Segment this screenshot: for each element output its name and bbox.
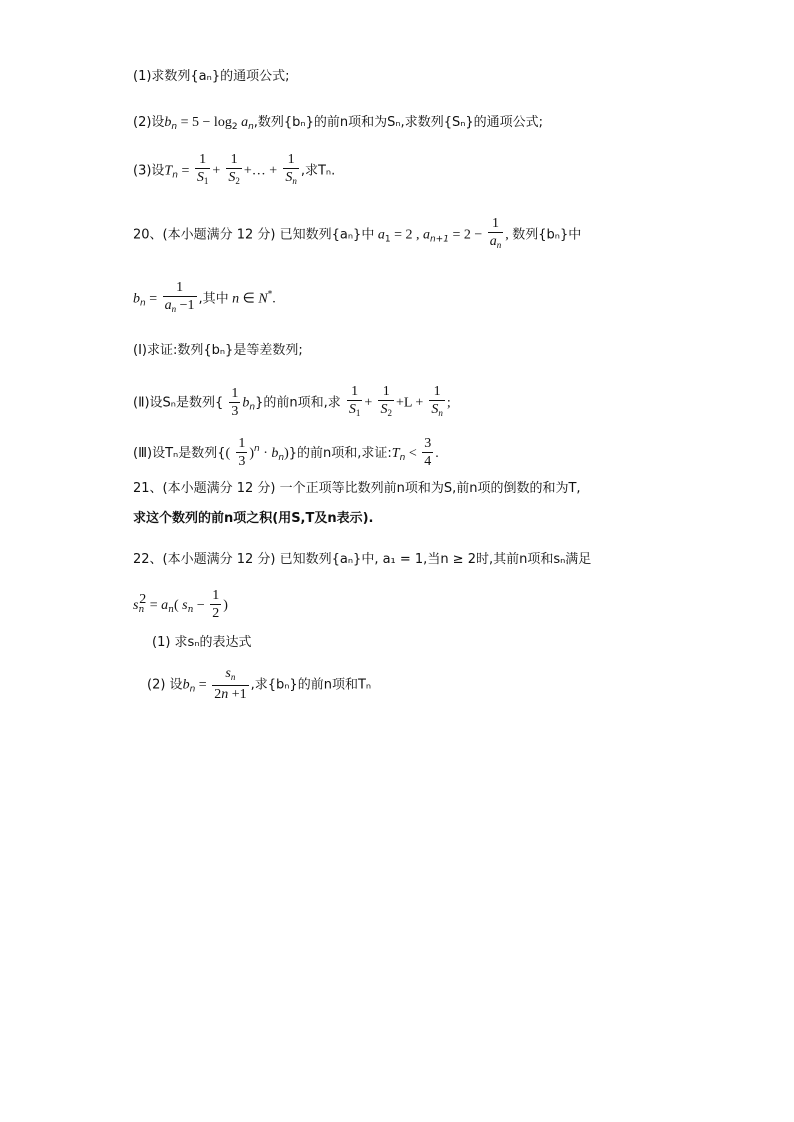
- p20-header-text: 20、(本小题满分 12 分) 已知数列{aₙ}中: [133, 227, 375, 243]
- problem-22-header: [133, 553, 591, 566]
- fraction-1-over-2: $\frac{1}{2}$: [212, 588, 220, 621]
- fraction-1-over-sn-b: $\frac{1}{S_n}$: [431, 384, 443, 418]
- fraction-1-over-s1: $\frac{1}{S_1}$: [196, 152, 209, 186]
- problem-21-line-1: [133, 482, 581, 495]
- problem-22-part-1: [152, 636, 252, 649]
- p20-part1-text: (Ⅰ)求证:数列{bₙ}是等差数列;: [133, 343, 303, 358]
- problem-20-part-3: (Ⅲ)设Tₙ是数列{( $\frac{1}{3}$ )$^n \cdot b_n$)}的前n项和,求证$:T_n$ < $\frac{3}{4}$ .: [133, 436, 439, 469]
- problem-20-part-1: [133, 344, 303, 357]
- fraction-1-over-3-b: $\frac{1}{3}$: [238, 436, 246, 469]
- p22-header-text: 22、(本小题满分 12 分) 已知数列{aₙ}中, a₁ = 1,当n ≥ 2时,其前n项和sₙ满足: [133, 552, 592, 567]
- p21-line2-text: 求这个数列的前n项之积(用S,T及n表示).: [133, 511, 374, 526]
- p21-line1-text: 21、(本小题满分 12 分) 一个正项等比数列前n项和为S,前n项的倒数的和为T,: [133, 481, 581, 496]
- fraction-1-over-an: $\frac{1}{a_n}$: [489, 216, 502, 250]
- fraction-1-over-s2: $\frac{1}{S_2}$: [228, 152, 240, 186]
- p22-part2-suffix: ,求{bₙ}的前n项和Tₙ: [250, 677, 372, 693]
- problem-20-definition: $b_n$ = $\frac{1}{a_n -1}$ ,其中 n ∈ N*.: [133, 280, 276, 318]
- problem-21-line-2: [133, 512, 374, 525]
- fraction-1-over-s1-b: $\frac{1}{S_1}$: [348, 384, 361, 418]
- p20-cond-text: 数列{bₙ}中: [512, 227, 582, 243]
- p19-q1-text: (1)求数列{aₙ}的通项公式;: [133, 69, 290, 84]
- p19-q2-mid: ,数列{bₙ}的前n项和为Sₙ,求数列{Sₙ}的通项公式;: [253, 115, 544, 130]
- p20-where-text: ,其中: [198, 291, 229, 307]
- p20-part3-prefix: (Ⅲ)设Tₙ是数列{: [133, 446, 226, 461]
- fraction-1-over-3: $\frac{1}{3}$: [231, 385, 239, 419]
- problem-20-header: 20、(本小题满分 12 分) 已知数列{aₙ}中 $a_1 = 2$ , $a_{n+1} = 2$ − $\frac{1}{a_n}$ , 数列{bₙ}中: [133, 216, 581, 254]
- problem-22-condition: $s_n^2 = a_n$( $s_n$ − $\frac{1}{2}$ ): [133, 588, 228, 621]
- p19-q3-suffix: ,求Tₙ.: [300, 163, 336, 179]
- problem-19-part-1: [133, 70, 289, 83]
- problem-22-part-2: (2) 设$b_n$ = $\frac{s_n}{2n +1}$ ,求{bₙ}的前n项和Tₙ: [147, 666, 372, 702]
- p20-part3-mid: }的前n项和,求证:: [288, 446, 392, 461]
- p22-part1-text: (1) 求sₙ的表达式: [152, 635, 252, 650]
- problem-20-part-2: (Ⅱ)设Sₙ是数列{ $\frac{1}{3}$ $b_n$}的前n项和,求 $\frac{1}{S_1}$ + $\frac{1}{S_2}$ +L + $\frac{1}{S_n}$ ;: [133, 384, 451, 422]
- problem-19-part-3: (3)设$T_n$ = $\frac{1}{S_1}$ + $\frac{1}{S_2}$ +… + $\frac{1}{S_n}$ ,求Tₙ.: [133, 152, 335, 190]
- fraction-sn-over-2n-plus-1: $\frac{s_n}{2n +1}$: [214, 666, 247, 702]
- problem-19-part-2: (2)设$b_n = 5 - \log_2 a_n$,数列{bₙ}的前n项和为Sₙ,求数列{Sₙ}的通项公式;: [133, 115, 544, 132]
- fraction-3-over-4: $\frac{3}{4}$: [424, 436, 432, 469]
- fraction-1-over-sn: $\frac{1}{S_n}$: [285, 152, 297, 186]
- fraction-1-over-s2-b: $\frac{1}{S_2}$: [380, 384, 392, 418]
- fraction-1-over-an-minus-1: $\frac{1}{a_n -1}$: [164, 280, 195, 314]
- p19-q2-prefix: (2)设: [133, 115, 165, 130]
- p20-part2-prefix: (Ⅱ)设Sₙ是数列{: [133, 395, 224, 411]
- p20-part2-mid: }的前n项和,求: [255, 395, 341, 411]
- p22-part2-prefix: (2) 设: [147, 677, 183, 693]
- p19-q3-prefix: (3)设: [133, 163, 165, 179]
